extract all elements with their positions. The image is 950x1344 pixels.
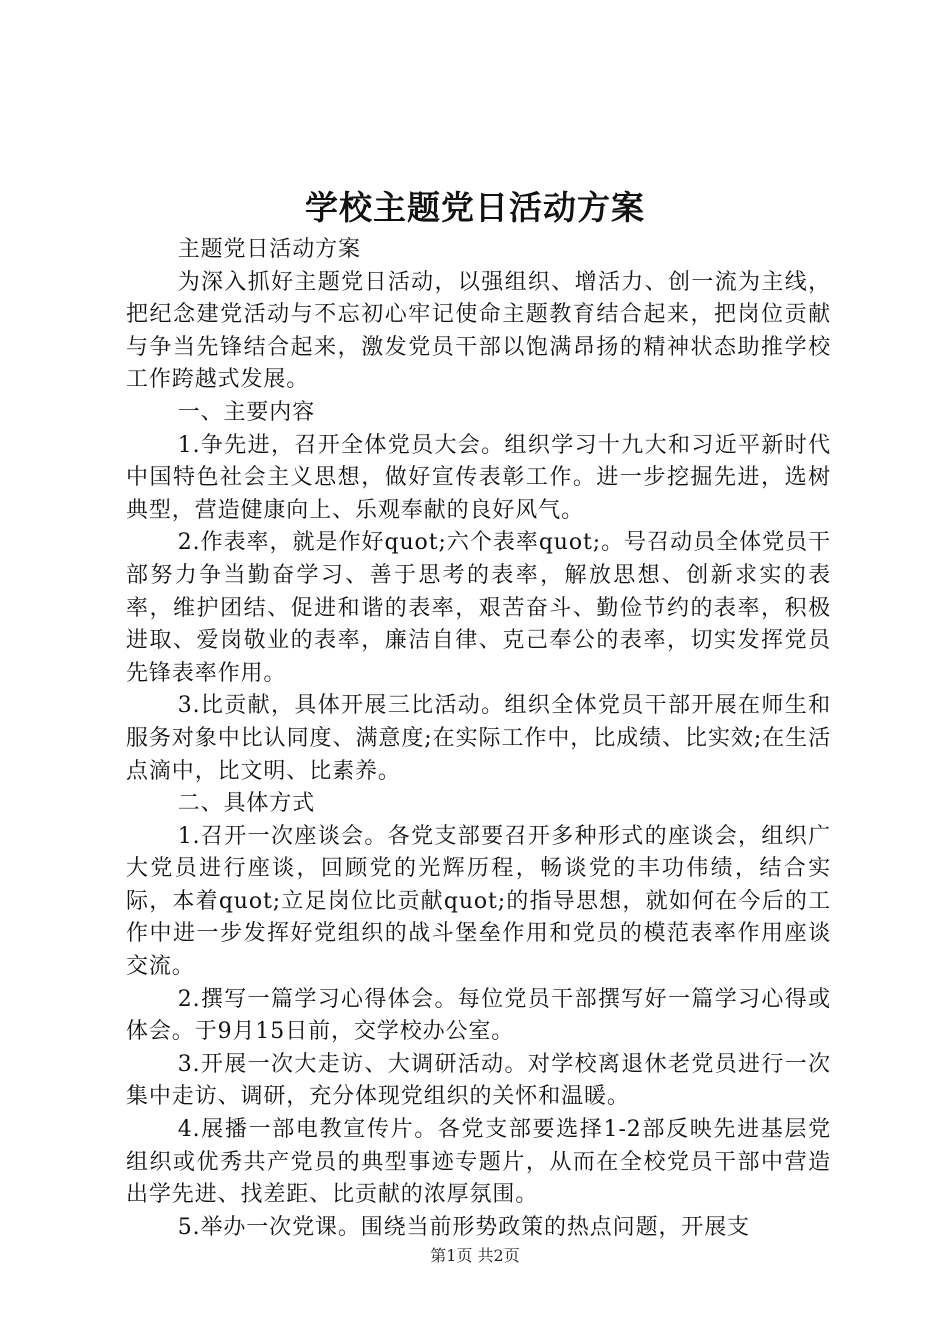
paragraph-item: 4.展播一部电教宣传片。各党支部要选择1-2部反映先进基层党组织或优秀共产党员的典型事迹专题片，从而在全校党员干部中营造出学先进、找差距、比贡献的浓厚氛围。 [126,1117,831,1208]
paragraph-item: 1.召开一次座谈会。各党支部要召开多种形式的座谈会，组织广大党员进行座谈，回顾党的光辉历程，畅谈党的丰功伟绩，结合实际，本着quot;立足岗位比贡献quot;的指导思想，就如何在今后的工作中进一步发挥好党组织的战斗堡垒作用和党员的模范表率作用座谈交流。 [126,823,831,980]
paragraph-item: 2.作表率，就是作好quot;六个表率quot;。号召动员全体党员干部努力争当勤奋学习、善于思考的表率，解放思想、创新求实的表率，维护团结、促进和谐的表率，艰苦奋斗、勤俭节约的表率，积极进取、爱岗敬业的表率，廉洁自律、克己奉公的表率，切实发挥党员先锋表率作用。 [126,530,831,686]
paragraph-item: 5.举办一次党课。围绕当前形势政策的热点问题，开展支 [177,1214,751,1240]
paragraph-item: 3.比贡献，具体开展三比活动。组织全体党员干部开展在师生和服务对象中比认同度、满意度;在实际工作中，比成绩、比实效;在生活点滴中，比文明、比素养。 [126,693,831,784]
paragraph-item: 1.争先进，召开全体党员大会。组织学习十九大和习近平新时代中国特色社会主义思想，做好宣传表彰工作。进一步挖掘先进，选树典型，营造健康向上、乐观奉献的良好风气。 [126,432,831,523]
paragraph-item: 3.开展一次大走访、大调研活动。对学校离退休老党员进行一次集中走访、调研，充分体现党组织的关怀和温暖。 [126,1051,831,1110]
document-body [126,234,831,1244]
page-footer: 第1页 共2页 [430,1246,520,1265]
paragraph-intro: 为深入抓好主题党日活动，以强组织、增活力、创一流为主线，把纪念建党活动与不忘初心牢记使命主题教育结合起来，把岗位贡献与争当先锋结合起来，激发党员干部以饱满昂扬的精神状态助推学校工作跨越式发展。 [126,269,831,393]
section-heading-main-content: 一、主要内容 [177,399,316,425]
paragraph-item: 2.撰写一篇学习心得体会。每位党员干部撰写好一篇学习心得或体会。于9月15日前，交学校办公室。 [126,986,831,1045]
section-heading-methods: 二、具体方式 [177,791,316,817]
paragraph-subtitle: 主题党日活动方案 [177,237,361,262]
document-title: 学校主题党日活动方案 [305,188,645,227]
